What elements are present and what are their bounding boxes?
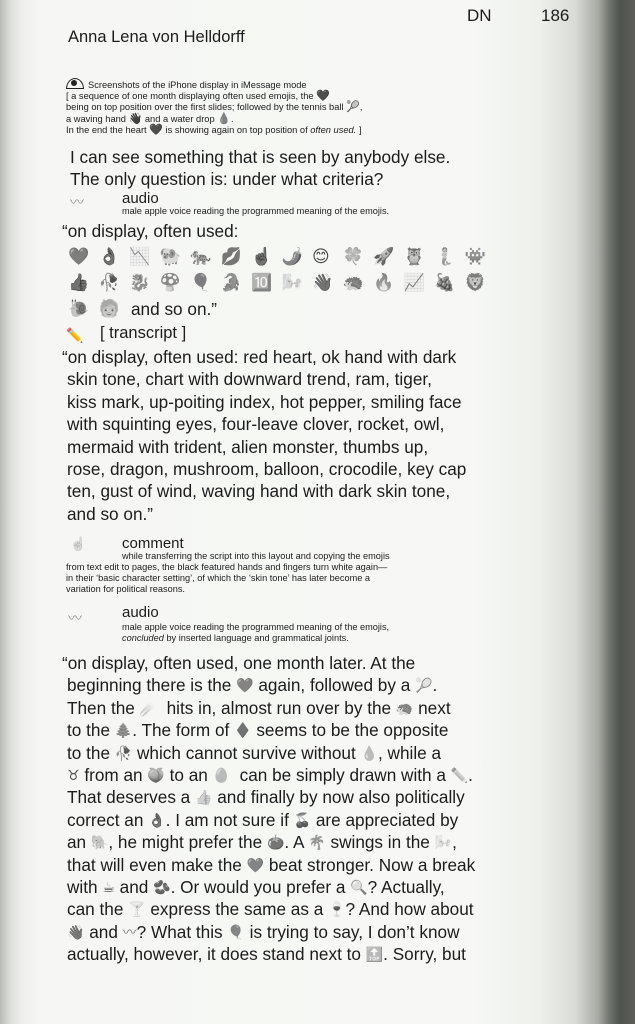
tennis-ball-icon: 🎾 — [346, 101, 360, 114]
paragraph-line — [62, 697, 522, 719]
note-text: male apple voice reading the programmed meaning of the emojis, — [122, 622, 390, 632]
paragraph-line — [62, 742, 522, 764]
paragraph-line — [62, 854, 522, 876]
text-run: ? And how about — [345, 899, 474, 920]
author-name: Anna Lena von Helldorff — [68, 28, 245, 46]
paragraph-line — [62, 719, 522, 741]
note-title: comment — [122, 535, 184, 552]
face-icon: 🧓 — [98, 299, 120, 318]
waving-hand-dark-icon: 👋🏿 — [312, 273, 334, 292]
text-run: . Sorry, but — [383, 944, 466, 965]
text-run: ? What this — [136, 921, 228, 942]
heart-icon: ❤️ — [149, 123, 163, 136]
text-run: . — [468, 765, 473, 786]
text-run: express the same as a — [145, 899, 329, 920]
four-leaf-clover-icon: 🍀 — [342, 247, 364, 266]
transcript-header — [62, 322, 502, 346]
text-run: beat stronger. Now a break — [264, 854, 476, 875]
text-run: and — [84, 921, 123, 942]
text-run: That deserves a — [67, 787, 196, 808]
inline-emoji-icon: ☄️ — [139, 699, 158, 716]
text-run: ? Actually, — [367, 877, 445, 898]
paragraph-line — [62, 898, 522, 920]
caption-line: Screenshots of the iPhone display in iMessage mode — [66, 78, 466, 91]
heart-icon: ❤️ — [316, 90, 330, 103]
transcript-line: skin tone, chart with downward trend, ram, tiger, — [67, 369, 432, 390]
tiger-icon: 🐅 — [190, 247, 212, 266]
transcript-line: mermaid with trident, alien monster, thumbs up, — [67, 436, 429, 457]
text-run: actually, however, it does stand next to — [67, 944, 366, 965]
note-title: audio — [122, 604, 159, 621]
text-run: , he might prefer the — [108, 832, 267, 853]
grapes-icon: 🍇 — [434, 273, 456, 292]
text-run: can the — [67, 899, 129, 920]
text-run: “on display, often used, one month later. At the — [62, 653, 416, 673]
inline-emoji-icon: 🥀 — [114, 744, 133, 761]
inline-emoji-icon: 🔍 — [350, 879, 368, 896]
inline-emoji-icon: 🥚 — [212, 767, 231, 784]
transcript-line: ten, gust of wind, waving hand with dark skin tone, — [67, 481, 451, 502]
mermaid-icon: 🧜 — [434, 247, 456, 266]
crocodile-icon: 🐊 — [220, 273, 242, 292]
inline-emoji-icon: 🌲 — [114, 722, 133, 739]
chart-down-icon: 📉 — [129, 247, 151, 266]
inline-emoji-icon: 🌬️ — [434, 834, 453, 851]
thumbs-up-icon: 👍🏿 — [68, 273, 90, 292]
wave-dash-icon: 〰 — [70, 194, 84, 210]
waving-hand-icon: 👋🏿 — [128, 112, 143, 125]
inline-emoji-icon: 〰 — [122, 923, 137, 940]
inline-emoji-icon: 🍒 — [293, 811, 312, 828]
inline-emoji-icon: ♦️ — [234, 722, 252, 739]
hedgehog-icon: 🦔 — [342, 273, 364, 292]
emoji-row — [68, 270, 508, 296]
transcript-line: kiss mark, up-poiting index, hot pepper, smiling face — [67, 391, 462, 412]
inline-emoji-icon: ♉ — [67, 767, 80, 784]
transcript-line: “on display, often used: red heart, ok hand with dark — [62, 347, 457, 367]
text-run: is trying to say, I don’t know — [244, 921, 460, 942]
text-run: an — [67, 832, 91, 853]
chart-up-icon: 📈 — [403, 273, 425, 292]
fire-icon: 🔥 — [373, 273, 395, 292]
inline-emoji-icon: 🍅 — [266, 834, 285, 851]
rose-icon: 🥀 — [98, 273, 120, 292]
inline-emoji-icon: ❤️ — [246, 856, 265, 873]
inline-emoji-icon: ❤️ — [236, 677, 254, 694]
transcript-label: [ transcript ] — [100, 324, 187, 342]
text-run: and — [114, 877, 154, 898]
inline-emoji-icon: 🫘 — [153, 879, 171, 896]
audio-note — [70, 192, 520, 222]
inline-emoji-icon: ✏️ — [450, 767, 469, 784]
text-run: hits in, almost run over by the — [157, 697, 396, 718]
inline-emoji-icon: 🔝 — [365, 946, 384, 963]
text-run: . — [432, 675, 438, 696]
inline-emoji-icon: 🎈 — [227, 923, 245, 940]
text-run: . I am not sure if — [165, 809, 294, 830]
text-run: again, followed by a — [253, 675, 416, 696]
pointing-up-icon: ☝️ — [70, 536, 87, 551]
often-used-heading: “on display, often used: — [62, 221, 239, 241]
text-run: from an — [79, 765, 148, 786]
text-run: . Or would you prefer a — [170, 877, 351, 898]
caption-block — [66, 78, 466, 136]
lede-line: The only question is: under what criteria? — [70, 169, 384, 190]
paragraph-line — [62, 943, 522, 965]
inline-emoji-icon: 🍸 — [128, 901, 146, 918]
emoji-grid — [68, 244, 508, 322]
inline-emoji-icon: 🦔 — [395, 699, 414, 716]
paragraph-line — [62, 921, 522, 943]
mushroom-icon: 🍄 — [159, 273, 181, 292]
red-heart-icon: ❤️ — [68, 247, 90, 266]
text-run: that will even make the — [67, 854, 247, 875]
caption-line: In the end the heart ❤️ is showing again on top position of often used. ] — [66, 123, 362, 136]
caption-line: a waving hand 👋🏿 and a water drop 💧. — [66, 112, 234, 125]
lede-paragraph — [70, 146, 490, 191]
text-run: to the — [67, 742, 115, 763]
text-run: are appreciated by — [311, 809, 459, 830]
paragraph-line — [62, 652, 522, 674]
text-run: swings in the — [325, 832, 435, 853]
transcript-line: rose, dragon, mushroom, balloon, crocodile, key cap — [67, 459, 467, 480]
text-run: Then the — [67, 697, 140, 718]
ok-hand-dark-icon: 👌🏿 — [98, 247, 120, 266]
running-head-journal: DN — [467, 6, 492, 25]
text-run: can be simply drawn with a — [230, 765, 451, 786]
note-text: from text edit to pages, the black featured hands and fingers turn white again— — [66, 562, 388, 572]
text-run: seems to be the opposite — [251, 720, 449, 741]
text-run: to the — [67, 720, 115, 741]
wave-dash-icon: 〰 — [68, 610, 82, 626]
inline-emoji-icon: ☕ — [102, 879, 115, 896]
inline-emoji-icon: 🍷 — [328, 901, 346, 918]
inline-emoji-icon: 🐘 — [90, 834, 109, 851]
emoji-row — [68, 296, 508, 322]
balloon-icon: 🎈 — [190, 273, 212, 292]
water-drop-icon: 💧 — [217, 112, 231, 125]
keycap-ten-icon: 🔟 — [251, 273, 273, 292]
smiling-face-icon: 😊 — [312, 247, 330, 266]
note-text: concluded by inserted language and grammatical joints. — [122, 633, 349, 643]
dragon-icon: 🐉 — [129, 273, 151, 292]
paragraph-line — [62, 786, 522, 808]
page-number: 186 — [541, 6, 570, 25]
emoji-row — [68, 244, 508, 270]
paragraph-line — [62, 809, 522, 831]
text-run: correct an — [67, 809, 149, 830]
text-run: to an — [164, 765, 213, 786]
eye-icon — [66, 78, 84, 89]
note-text: in their ‘basic character setting’, of which the ‘skin tone’ has later become a — [66, 573, 371, 583]
kiss-mark-icon: 💋 — [220, 247, 242, 266]
inline-emoji-icon: 🎾 — [415, 677, 433, 694]
index-pointing-up-icon: ☝🏿 — [251, 247, 273, 266]
hot-pepper-icon: 🌶️ — [281, 247, 303, 266]
owl-icon: 🦉 — [403, 247, 425, 266]
note-text: male apple voice reading the programmed meaning of the emojis. — [122, 206, 390, 216]
transcript-section — [62, 322, 502, 525]
inline-emoji-icon: 🌴 — [308, 834, 326, 851]
transcript-line: with squinting eyes, four-leave clover, rocket, owl, — [67, 414, 445, 435]
lion-icon: 🦁 — [464, 273, 486, 292]
pencil-icon: ✏️ — [66, 327, 84, 343]
alien-monster-icon: 👾 — [464, 247, 486, 266]
lede-line: I can see something that is seen by anybody else. — [70, 147, 451, 167]
text-run: which cannot survive without — [132, 742, 361, 763]
snail-icon: 🐌 — [68, 299, 90, 318]
text-run: , while a — [377, 742, 442, 763]
note-text: while transferring the script into this layout and copying the emojis — [122, 551, 390, 561]
paragraph-line — [62, 876, 522, 898]
text-run: next — [413, 697, 451, 718]
emoji-row-tail: and so on.” — [131, 298, 217, 319]
text-run: beginning there is the — [67, 675, 237, 696]
caption-line: being on top position over the first slides; followed by the tennis ball 🎾, — [66, 101, 363, 114]
text-run: . A — [284, 832, 309, 853]
one-month-later-paragraph — [62, 652, 522, 966]
rocket-icon: 🚀 — [373, 247, 395, 266]
paragraph-line — [62, 764, 522, 786]
inline-emoji-icon: 👋🏿 — [67, 923, 85, 940]
inline-emoji-icon: 💧 — [360, 744, 378, 761]
caption-line: [ a sequence of one month displaying often used emojis, the ❤️ — [66, 90, 330, 103]
text-run: and finally by now also politically — [212, 787, 465, 808]
inline-emoji-icon: 🍑 — [147, 767, 165, 784]
inline-emoji-icon: 👌🏿 — [148, 811, 166, 828]
note-text: variation for political reasons. — [66, 584, 185, 594]
gust-of-wind-icon: 🌬️ — [281, 273, 303, 292]
inline-emoji-icon: 👍 — [195, 789, 213, 806]
text-run: , — [452, 832, 457, 853]
ram-icon: 🐏 — [159, 247, 181, 266]
transcript-line: and so on.” — [67, 503, 153, 524]
text-run: with — [67, 877, 103, 898]
note-title: audio — [122, 190, 159, 207]
paragraph-line — [62, 674, 522, 696]
text-run: . The form of — [132, 720, 235, 741]
paragraph-line — [62, 831, 522, 853]
